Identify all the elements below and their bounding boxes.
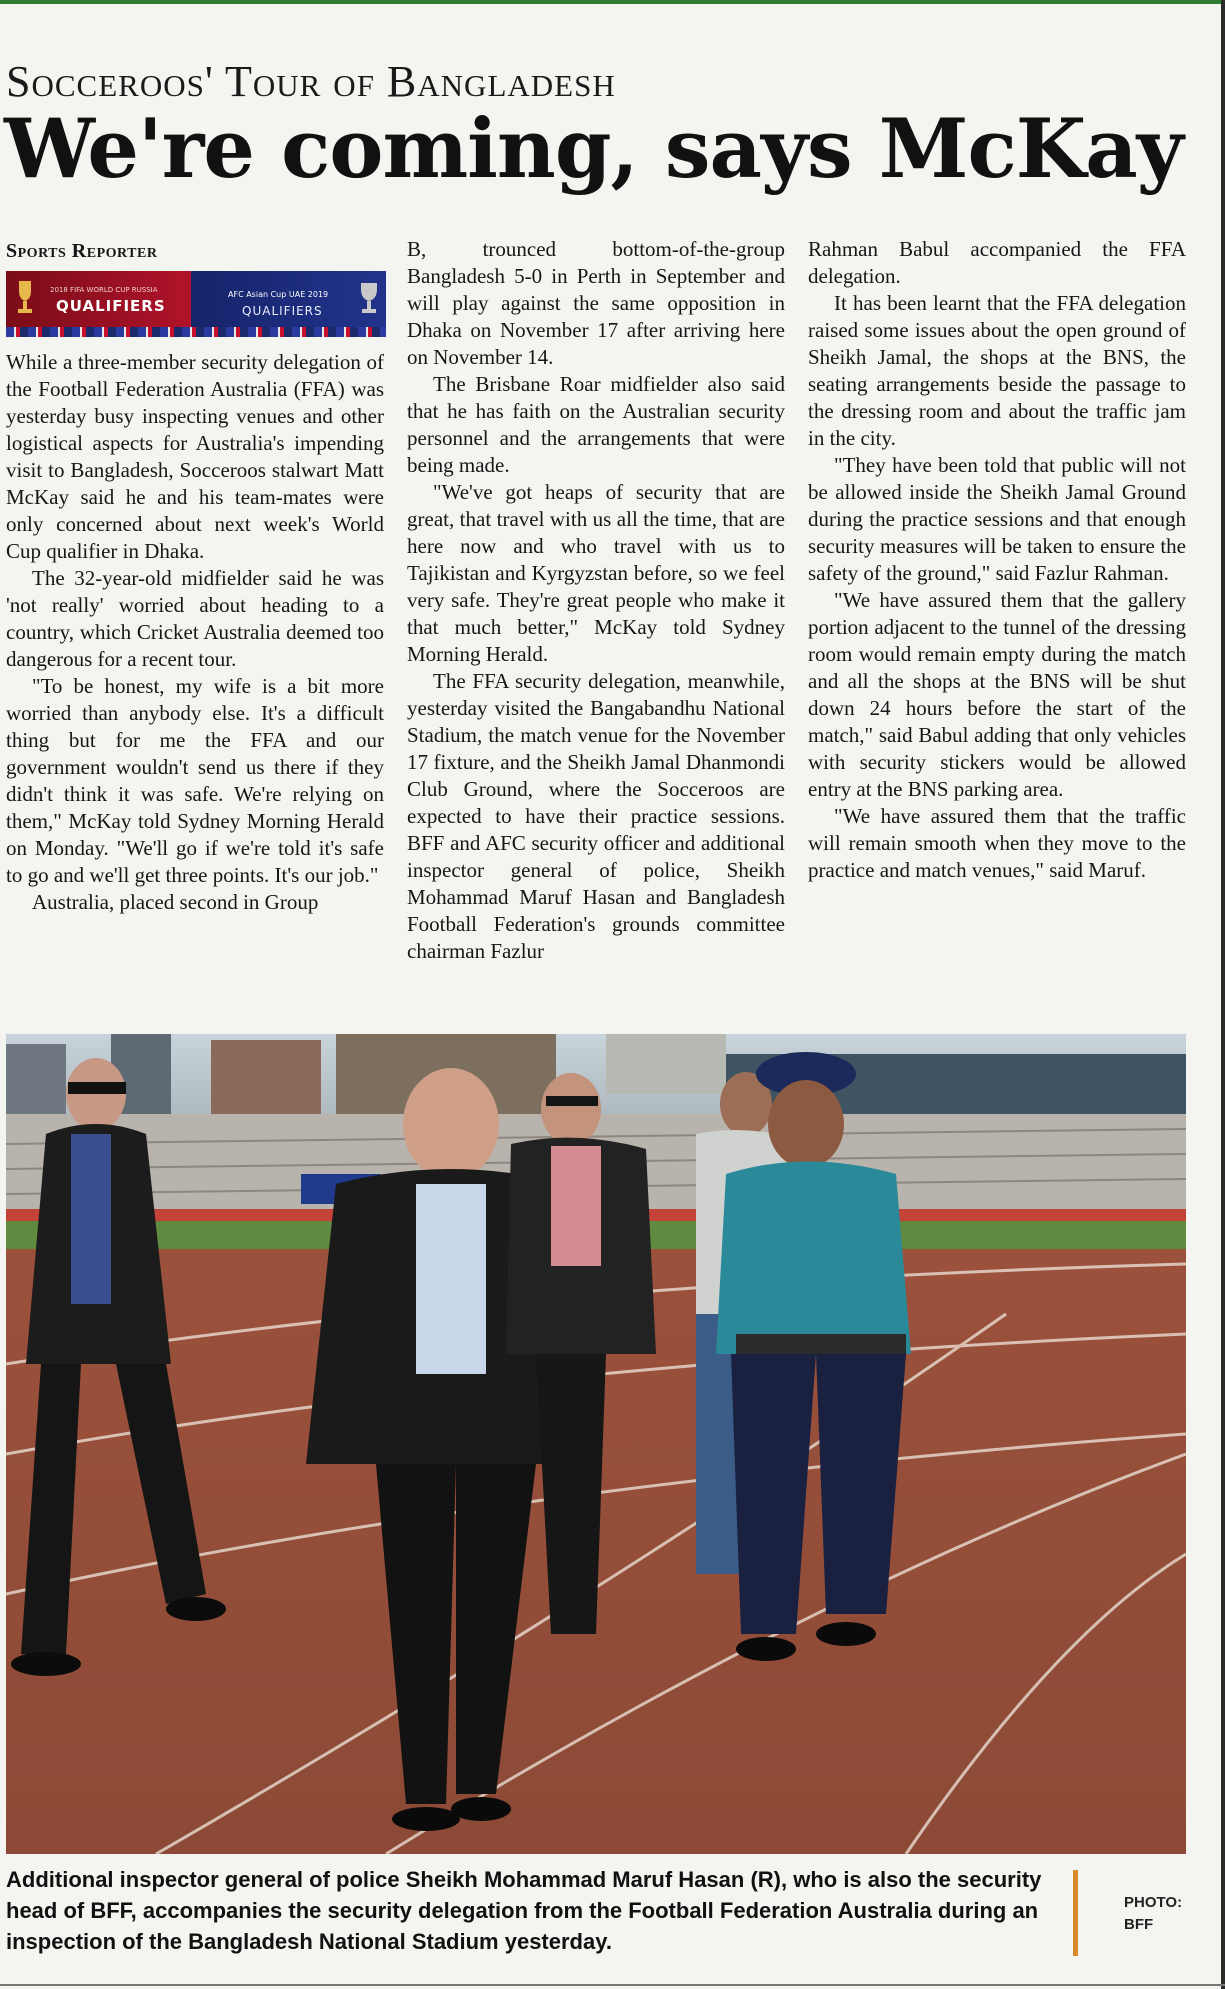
trophy-icon bbox=[12, 277, 38, 317]
cup-icon bbox=[356, 279, 382, 319]
paragraph: Rahman Babul accompanied the FFA delegation. bbox=[808, 237, 1186, 288]
logo-right-small-text: AFC Asian Cup UAE 2019 bbox=[228, 290, 329, 299]
right-border bbox=[1221, 0, 1225, 1989]
stadium-inspection-photo bbox=[6, 1034, 1186, 1854]
photo-caption: Additional inspector general of police Sheikh Mohammad Maruf Hasan (R), who is also the security head of BFF, accompanies the security delegation from the Football Federation Australia during an inspection of the Bangladesh National Stadium yesterday. bbox=[6, 1867, 1042, 1954]
logo-right-big-text: QUALIFIERS bbox=[242, 304, 323, 318]
paragraph: "To be honest, my wife is a bit more worried than anybody else. It's a difficult thing but for me the FFA and our government wouldn't send us there if they didn't think it was safe. We're relying on them," McKay told Sydney Morning Herald on Monday. "We'll go if we're told it's safe to go and we'll get three points. It's our job." bbox=[6, 674, 384, 887]
article-column-2 bbox=[407, 236, 785, 965]
logo-left-big-text: QUALIFIERS bbox=[56, 297, 166, 315]
article-column-1 bbox=[6, 232, 384, 916]
paragraph: The FFA security delegation, meanwhile, yesterday visited the Bangabandhu National Stadium, the match venue for the November 17 fixture, and the Sheikh Jamal Dhanmondi Club Ground, where the Socceroos are expected to have their practice sessions. BFF and AFC security officer and additional inspector general of police, Sheikh Mohammad Maruf Hasan and Bangladesh Football Federation's grounds committee chairman Fazlur bbox=[407, 669, 785, 963]
paragraph: The Brisbane Roar midfielder also said that he has faith on the Australian security personnel and the arrangements that were being made. bbox=[407, 372, 785, 477]
paragraph: It has been learnt that the FFA delegation raised some issues about the open ground of Sheikh Jamal, the shops at the BNS, the seating arrangements beside the passage to the dressing room and about the traffic jam in the city. bbox=[808, 291, 1186, 450]
kicker: Socceroos' Tour of Bangladesh bbox=[6, 57, 616, 106]
bottom-rule bbox=[0, 1984, 1225, 1986]
flags-strip bbox=[6, 327, 386, 337]
credit-accent-bar bbox=[1073, 1870, 1078, 1956]
paragraph: B, trounced bottom-of-the-group Bangladesh 5-0 in Perth in September and will play against the same opposition in Dhaka on November 17 after arriving here on November 14. bbox=[407, 237, 785, 369]
photo-credit-source: BFF bbox=[1124, 1916, 1154, 1933]
paragraph: The 32-year-old midfielder said he was 'not really' worried about heading to a country, which Cricket Australia deemed too dangerous for a recent tour. bbox=[6, 566, 384, 671]
photo-credit bbox=[1124, 1892, 1182, 1936]
top-rule bbox=[0, 0, 1225, 4]
paragraph: "We have assured them that the gallery portion adjacent to the tunnel of the dressing room would remain empty during the match and all the shops at the BNS will be shut down 24 hours before the start of the match," said Babul adding that only vehicles with security stickers would be allowed entry at the BNS parking area. bbox=[808, 588, 1186, 801]
news-photo bbox=[6, 1034, 1186, 1854]
paragraph: "We've got heaps of security that are great, that travel with us all the time, that are here now and who travel with us to Tajikistan and Kyrgyzstan before, so we feel very safe. They're great people who make it that much better," McKay told Sydney Morning Herald. bbox=[407, 480, 785, 666]
byline: Sports Reporter bbox=[6, 240, 158, 262]
paragraph: Australia, placed second in Group bbox=[32, 890, 319, 914]
headline: We're coming, says McKay bbox=[4, 102, 1183, 197]
article-column-3 bbox=[808, 236, 1186, 884]
photo-credit-label: PHOTO: bbox=[1124, 1894, 1183, 1911]
logo-left-small-text: 2018 FIFA WORLD CUP RUSSIA bbox=[50, 286, 158, 294]
paragraph: "We have assured them that the traffic will remain smooth when they move to the practice and match venues," said Maruf. bbox=[808, 804, 1186, 882]
paragraph: "They have been told that public will not be allowed inside the Sheikh Jamal Ground during the practice sessions and that enough security measures will be taken to ensure the safety of the ground," said Fazlur Rahman. bbox=[808, 453, 1186, 585]
paragraph: While a three-member security delegation of the Football Federation Australia (FFA) was yesterday busy inspecting venues and other logistical aspects for Australia's impending visit to Bangladesh, Socceroos stalwart Matt McKay said he and his team-mates were only concerned about next week's World Cup qualifier in Dhaka. bbox=[6, 350, 384, 563]
qualifiers-logo-banner bbox=[6, 271, 386, 337]
